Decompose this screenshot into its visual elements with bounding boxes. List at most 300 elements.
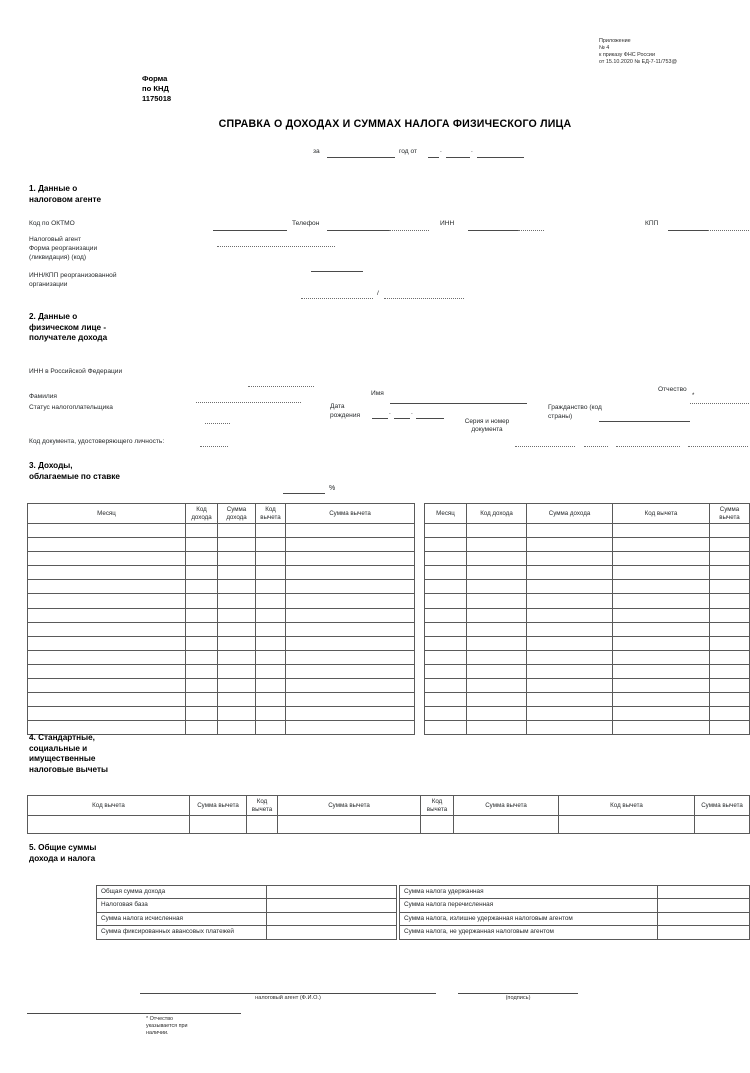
row-label: Сумма налога, не удержанная налоговым агентом xyxy=(400,926,658,939)
table-cell[interactable] xyxy=(613,636,710,650)
table-cell[interactable] xyxy=(527,693,613,707)
doc-series-blank-3[interactable] xyxy=(616,446,680,447)
table-cell[interactable] xyxy=(256,679,286,693)
table-row xyxy=(425,594,750,608)
table-cell[interactable] xyxy=(28,664,186,678)
table-cell[interactable] xyxy=(613,566,710,580)
table-cell[interactable] xyxy=(559,816,695,834)
row-label: Сумма налога удержанная xyxy=(400,886,658,899)
row-label: Сумма налога перечисленная xyxy=(400,899,658,912)
table-cell[interactable] xyxy=(256,622,286,636)
footnote-text: * Отчество указывается при наличии. xyxy=(146,1016,188,1037)
row-value-cell[interactable] xyxy=(658,899,750,912)
period-yearfull-blank[interactable] xyxy=(477,157,524,158)
table-cell[interactable] xyxy=(286,693,415,707)
table-cell[interactable] xyxy=(256,650,286,664)
table-cell[interactable] xyxy=(467,693,527,707)
table-cell[interactable] xyxy=(467,707,527,721)
table-cell[interactable] xyxy=(710,650,750,664)
table-cell[interactable] xyxy=(710,566,750,580)
table-cell[interactable] xyxy=(256,594,286,608)
inn-rf-blank[interactable] xyxy=(248,386,314,387)
table-row xyxy=(97,912,397,925)
table-cell[interactable] xyxy=(527,622,613,636)
label-surname: Фамилия xyxy=(29,393,57,400)
table-cell[interactable] xyxy=(28,594,186,608)
col-deduction-sum: Сумма вычета xyxy=(286,504,415,524)
table-cell[interactable] xyxy=(286,594,415,608)
col-deduction-sum: Сумма вычета xyxy=(710,504,750,524)
rate-percent-sign: % xyxy=(329,485,336,492)
table-cell[interactable] xyxy=(186,552,218,566)
table-cell[interactable] xyxy=(425,679,467,693)
table-cell[interactable] xyxy=(186,707,218,721)
table-row xyxy=(28,664,415,678)
col-deduction-sum-4: Сумма вычета xyxy=(695,796,750,816)
table-cell[interactable] xyxy=(218,580,256,594)
table-cell[interactable] xyxy=(28,650,186,664)
table-cell[interactable] xyxy=(467,594,527,608)
col-deduction-code: Код вычета xyxy=(613,504,710,524)
table-cell[interactable] xyxy=(527,608,613,622)
name-blank[interactable] xyxy=(390,403,527,404)
birth-month-blank[interactable] xyxy=(394,418,410,419)
label-inn-rf: ИНН в Российской Федерации xyxy=(29,368,123,375)
col-income-sum: Сумма дохода xyxy=(218,504,256,524)
table-cell[interactable] xyxy=(218,622,256,636)
table-cell[interactable] xyxy=(28,538,186,552)
table-cell[interactable] xyxy=(28,816,190,834)
table-header-row xyxy=(28,504,415,524)
table-cell[interactable] xyxy=(710,608,750,622)
label-phone: Телефон xyxy=(292,220,320,227)
row-value-cell[interactable] xyxy=(658,926,750,939)
table-cell[interactable] xyxy=(527,580,613,594)
reorg-slash: / xyxy=(377,290,379,297)
table-cell[interactable] xyxy=(256,707,286,721)
table-cell[interactable] xyxy=(218,566,256,580)
row-value-cell[interactable] xyxy=(267,926,397,939)
table-cell[interactable] xyxy=(527,707,613,721)
table-cell[interactable] xyxy=(186,636,218,650)
table-cell[interactable] xyxy=(186,580,218,594)
table-cell[interactable] xyxy=(467,538,527,552)
label-reorg-inn-kpp: ИНН/КПП реорганизованной организации xyxy=(29,272,117,288)
table-row xyxy=(425,622,750,636)
table-cell[interactable] xyxy=(256,636,286,650)
doc-series-blank-1[interactable] xyxy=(515,446,575,447)
table-cell[interactable] xyxy=(186,524,218,538)
row-label: Общая сумма дохода xyxy=(97,886,267,899)
table-cell[interactable] xyxy=(710,693,750,707)
table-cell[interactable] xyxy=(613,538,710,552)
section-4-heading: 4. Стандартные, социальные и имущественные налоговые вычеты xyxy=(29,733,108,774)
table-cell[interactable] xyxy=(467,524,527,538)
section-4-table-wrap xyxy=(27,795,750,834)
row-value-cell[interactable] xyxy=(267,899,397,912)
table-row xyxy=(400,912,750,925)
table-header-row xyxy=(425,504,750,524)
table-cell[interactable] xyxy=(710,679,750,693)
table-cell[interactable] xyxy=(425,566,467,580)
table-cell[interactable] xyxy=(527,566,613,580)
table-cell[interactable] xyxy=(710,664,750,678)
table-cell[interactable] xyxy=(286,566,415,580)
agent-name-caption: налоговый агент (Ф.И.О.) xyxy=(255,995,321,1001)
table-cell[interactable] xyxy=(186,622,218,636)
table-row xyxy=(28,650,415,664)
table-cell[interactable] xyxy=(425,580,467,594)
table-cell[interactable] xyxy=(286,524,415,538)
table-cell[interactable] xyxy=(286,580,415,594)
kpp-blank-dotted[interactable] xyxy=(708,230,749,231)
table-row xyxy=(97,899,397,912)
table-cell[interactable] xyxy=(186,693,218,707)
table-cell[interactable] xyxy=(218,538,256,552)
table-cell[interactable] xyxy=(613,721,710,735)
table-cell[interactable] xyxy=(527,636,613,650)
table-cell[interactable] xyxy=(425,594,467,608)
col-deduction-code-1: Код вычета xyxy=(28,796,190,816)
section-3-heading: 3. Доходы, облагаемые по ставке xyxy=(29,461,120,481)
table-cell[interactable] xyxy=(286,622,415,636)
table-cell[interactable] xyxy=(28,580,186,594)
period-month-blank[interactable] xyxy=(446,157,470,158)
table-cell[interactable] xyxy=(218,552,256,566)
table-cell[interactable] xyxy=(454,816,559,834)
table-cell[interactable] xyxy=(467,608,527,622)
table-row xyxy=(28,538,415,552)
table-cell[interactable] xyxy=(28,524,186,538)
table-row xyxy=(97,926,397,939)
kpp-blank[interactable] xyxy=(668,230,708,231)
patronymic-footnote-marker: * xyxy=(692,393,695,399)
table-cell[interactable] xyxy=(710,622,750,636)
col-deduction-sum-3: Сумма вычета xyxy=(454,796,559,816)
table-row xyxy=(425,664,750,678)
table-cell[interactable] xyxy=(247,816,278,834)
table-cell[interactable] xyxy=(710,636,750,650)
section-5-table-right-wrap xyxy=(399,885,750,940)
row-value-cell[interactable] xyxy=(658,912,750,925)
form-number-block xyxy=(142,74,252,104)
annex-note xyxy=(599,38,749,66)
tax-agent-blank[interactable] xyxy=(217,246,335,247)
period-god-ot-label: год от xyxy=(399,148,418,155)
table-cell[interactable] xyxy=(467,664,527,678)
table-cell[interactable] xyxy=(467,552,527,566)
table-row xyxy=(28,707,415,721)
table-row xyxy=(97,886,397,899)
table-cell[interactable] xyxy=(186,538,218,552)
table-cell[interactable] xyxy=(186,594,218,608)
table-cell[interactable] xyxy=(186,721,218,735)
surname-blank[interactable] xyxy=(196,402,301,403)
status-blank[interactable] xyxy=(205,423,230,424)
signature-caption: (подпись) xyxy=(505,995,531,1001)
section-3-right-body xyxy=(425,524,750,735)
table-cell[interactable] xyxy=(613,594,710,608)
table-cell[interactable] xyxy=(28,679,186,693)
table-cell[interactable] xyxy=(218,636,256,650)
page-title: СПРАВКА О ДОХОДАХ И СУММАХ НАЛОГА ФИЗИЧЕСКОГО ЛИЦА xyxy=(218,118,572,130)
section-5-right-body xyxy=(400,886,750,940)
birth-year-blank[interactable] xyxy=(416,418,444,419)
table-cell[interactable] xyxy=(613,552,710,566)
table-cell[interactable] xyxy=(613,693,710,707)
table-row xyxy=(28,679,415,693)
table-cell[interactable] xyxy=(256,693,286,707)
table-cell[interactable] xyxy=(425,524,467,538)
table-row xyxy=(400,886,750,899)
section-3-table-right xyxy=(424,503,750,735)
section-1-heading: 1. Данные о налоговом агенте xyxy=(29,184,102,204)
reorg-inn-blank[interactable] xyxy=(301,298,373,299)
table-cell[interactable] xyxy=(613,622,710,636)
col-income-code: Код дохода xyxy=(467,504,527,524)
annex-line-2: № 4 xyxy=(599,45,610,52)
table-cell[interactable] xyxy=(286,721,415,735)
table-row xyxy=(400,926,750,939)
table-cell[interactable] xyxy=(710,580,750,594)
table-cell[interactable] xyxy=(425,721,467,735)
table-cell[interactable] xyxy=(286,608,415,622)
table-cell[interactable] xyxy=(286,552,415,566)
inn-blank[interactable] xyxy=(468,230,518,231)
table-cell[interactable] xyxy=(218,679,256,693)
table-cell[interactable] xyxy=(28,622,186,636)
phone-blank-dotted[interactable] xyxy=(389,230,429,231)
col-deduction-sum-1: Сумма вычета xyxy=(190,796,247,816)
table-cell[interactable] xyxy=(256,524,286,538)
table-cell[interactable] xyxy=(218,524,256,538)
table-cell[interactable] xyxy=(425,552,467,566)
table-cell[interactable] xyxy=(28,693,186,707)
period-za-label: за xyxy=(313,148,320,155)
annex-line-1: Приложение xyxy=(599,38,631,44)
table-cell[interactable] xyxy=(425,650,467,664)
reorg-kpp-blank[interactable] xyxy=(384,298,464,299)
row-value-cell[interactable] xyxy=(267,886,397,899)
rate-blank[interactable] xyxy=(283,493,325,494)
table-cell[interactable] xyxy=(278,816,421,834)
label-patronymic: Отчество xyxy=(658,386,687,393)
table-cell[interactable] xyxy=(218,594,256,608)
table-row xyxy=(425,636,750,650)
table-row xyxy=(425,650,750,664)
table-cell[interactable] xyxy=(527,524,613,538)
inn-blank-dotted[interactable] xyxy=(518,230,544,231)
label-oktmo: Код по ОКТМО xyxy=(29,220,75,227)
table-cell[interactable] xyxy=(256,664,286,678)
table-cell[interactable] xyxy=(286,538,415,552)
table-cell[interactable] xyxy=(467,679,527,693)
label-kpp: КПП xyxy=(645,220,659,227)
table-cell[interactable] xyxy=(28,566,186,580)
section-4-table xyxy=(27,795,750,834)
table-cell[interactable] xyxy=(527,538,613,552)
section-5-table-right xyxy=(399,885,750,940)
table-cell[interactable] xyxy=(613,650,710,664)
table-cell[interactable] xyxy=(186,608,218,622)
table-row xyxy=(425,566,750,580)
table-cell[interactable] xyxy=(527,721,613,735)
reorg-form-blank[interactable] xyxy=(311,271,363,272)
period-day-blank[interactable] xyxy=(428,157,439,158)
table-row xyxy=(28,566,415,580)
table-cell[interactable] xyxy=(467,622,527,636)
table-cell[interactable] xyxy=(613,580,710,594)
period-year-blank[interactable] xyxy=(327,157,395,158)
form-label: Форма xyxy=(142,74,168,83)
table-cell[interactable] xyxy=(527,679,613,693)
doc-series-blank-4[interactable] xyxy=(688,446,748,447)
row-value-cell[interactable] xyxy=(658,886,750,899)
col-income-sum: Сумма дохода xyxy=(527,504,613,524)
annex-line-4: от 15.10.2020 № ЕД-7-11/753@ xyxy=(599,59,677,66)
table-cell[interactable] xyxy=(527,594,613,608)
table-cell[interactable] xyxy=(186,664,218,678)
label-tax-agent: Налоговый агент xyxy=(29,236,81,243)
label-birth-date: Дата рождения xyxy=(330,403,361,419)
birth-day-blank[interactable] xyxy=(372,418,388,419)
table-row xyxy=(28,622,415,636)
table-row xyxy=(425,524,750,538)
table-cell[interactable] xyxy=(467,580,527,594)
table-row xyxy=(28,524,415,538)
table-cell[interactable] xyxy=(256,721,286,735)
table-cell[interactable] xyxy=(218,707,256,721)
table-cell[interactable] xyxy=(218,608,256,622)
col-deduction-code-2: Код вычета xyxy=(247,796,278,816)
table-cell[interactable] xyxy=(695,816,750,834)
footnote-rule xyxy=(27,1013,241,1014)
table-cell[interactable] xyxy=(613,524,710,538)
table-cell[interactable] xyxy=(256,608,286,622)
oktmo-blank[interactable] xyxy=(213,230,287,231)
table-cell[interactable] xyxy=(28,707,186,721)
section-3-table-left xyxy=(27,503,415,735)
label-status: Статус налогоплательщика xyxy=(29,404,113,411)
table-row xyxy=(28,693,415,707)
table-cell[interactable] xyxy=(256,566,286,580)
col-deduction-code-3: Код вычета xyxy=(421,796,454,816)
table-cell[interactable] xyxy=(527,664,613,678)
table-cell[interactable] xyxy=(527,650,613,664)
table-cell[interactable] xyxy=(710,538,750,552)
table-cell[interactable] xyxy=(527,552,613,566)
table-row xyxy=(28,580,415,594)
table-cell[interactable] xyxy=(256,538,286,552)
table-row xyxy=(425,707,750,721)
table-cell[interactable] xyxy=(186,650,218,664)
table-cell[interactable] xyxy=(28,636,186,650)
table-cell[interactable] xyxy=(425,636,467,650)
form-knd-number: 1175018 xyxy=(142,94,172,103)
table-cell[interactable] xyxy=(467,650,527,664)
table-cell[interactable] xyxy=(425,693,467,707)
table-cell[interactable] xyxy=(286,679,415,693)
col-deduction-code-4: Код вычета xyxy=(559,796,695,816)
table-cell[interactable] xyxy=(467,721,527,735)
row-label: Сумма налога, излишне удержанная налоговым агентом xyxy=(400,912,658,925)
table-cell[interactable] xyxy=(613,707,710,721)
table-cell[interactable] xyxy=(613,664,710,678)
signature-line[interactable] xyxy=(458,993,578,994)
section-5-left-body xyxy=(97,886,397,940)
table-cell[interactable] xyxy=(186,679,218,693)
annex-line-3: к приказу ФНС России xyxy=(599,52,655,59)
label-citizenship: Гражданство (код страны) xyxy=(548,404,602,420)
table-cell[interactable] xyxy=(286,650,415,664)
table-header-row xyxy=(28,796,750,816)
table-row xyxy=(28,594,415,608)
section-5-table-left xyxy=(96,885,397,940)
table-cell[interactable] xyxy=(467,566,527,580)
table-cell[interactable] xyxy=(710,707,750,721)
col-month: Месяц xyxy=(28,504,186,524)
table-cell[interactable] xyxy=(218,650,256,664)
table-cell[interactable] xyxy=(186,566,218,580)
table-cell[interactable] xyxy=(613,608,710,622)
table-row xyxy=(425,693,750,707)
label-doc-series: Серия и номер документа xyxy=(464,418,510,434)
table-cell[interactable] xyxy=(425,608,467,622)
table-cell[interactable] xyxy=(286,664,415,678)
table-cell[interactable] xyxy=(286,636,415,650)
doc-code-blank[interactable] xyxy=(200,446,228,447)
doc-series-blank-2[interactable] xyxy=(584,446,608,447)
period-dot-1: . xyxy=(440,147,442,154)
label-inn: ИНН xyxy=(440,220,455,227)
table-cell[interactable] xyxy=(467,636,527,650)
table-cell[interactable] xyxy=(218,721,256,735)
table-cell[interactable] xyxy=(710,721,750,735)
agent-name-signature-line[interactable] xyxy=(140,993,436,994)
table-cell[interactable] xyxy=(425,538,467,552)
patronymic-blank[interactable] xyxy=(690,403,749,404)
birth-dot-2: . xyxy=(411,409,413,416)
section-5-heading: 5. Общие суммы дохода и налога xyxy=(29,843,97,863)
row-value-cell[interactable] xyxy=(267,912,397,925)
table-cell[interactable] xyxy=(218,664,256,678)
table-cell[interactable] xyxy=(218,693,256,707)
table-cell[interactable] xyxy=(425,707,467,721)
table-cell[interactable] xyxy=(286,707,415,721)
table-cell[interactable] xyxy=(710,552,750,566)
table-cell[interactable] xyxy=(421,816,454,834)
period-dot-2: . xyxy=(471,147,473,154)
table-cell[interactable] xyxy=(425,622,467,636)
table-row xyxy=(425,538,750,552)
table-cell[interactable] xyxy=(190,816,247,834)
row-label: Налоговая база xyxy=(97,899,267,912)
birth-dot-1: . xyxy=(389,409,391,416)
citizenship-blank[interactable] xyxy=(599,421,690,422)
table-row xyxy=(28,552,415,566)
row-label: Сумма фиксированных авансовых платежей xyxy=(97,926,267,939)
table-cell[interactable] xyxy=(28,608,186,622)
table-cell[interactable] xyxy=(613,679,710,693)
table-cell[interactable] xyxy=(710,524,750,538)
table-cell[interactable] xyxy=(710,594,750,608)
table-cell[interactable] xyxy=(256,552,286,566)
table-cell[interactable] xyxy=(425,664,467,678)
phone-blank[interactable] xyxy=(327,230,389,231)
table-cell[interactable] xyxy=(28,552,186,566)
row-label: Сумма налога исчисленная xyxy=(97,912,267,925)
table-cell[interactable] xyxy=(256,580,286,594)
